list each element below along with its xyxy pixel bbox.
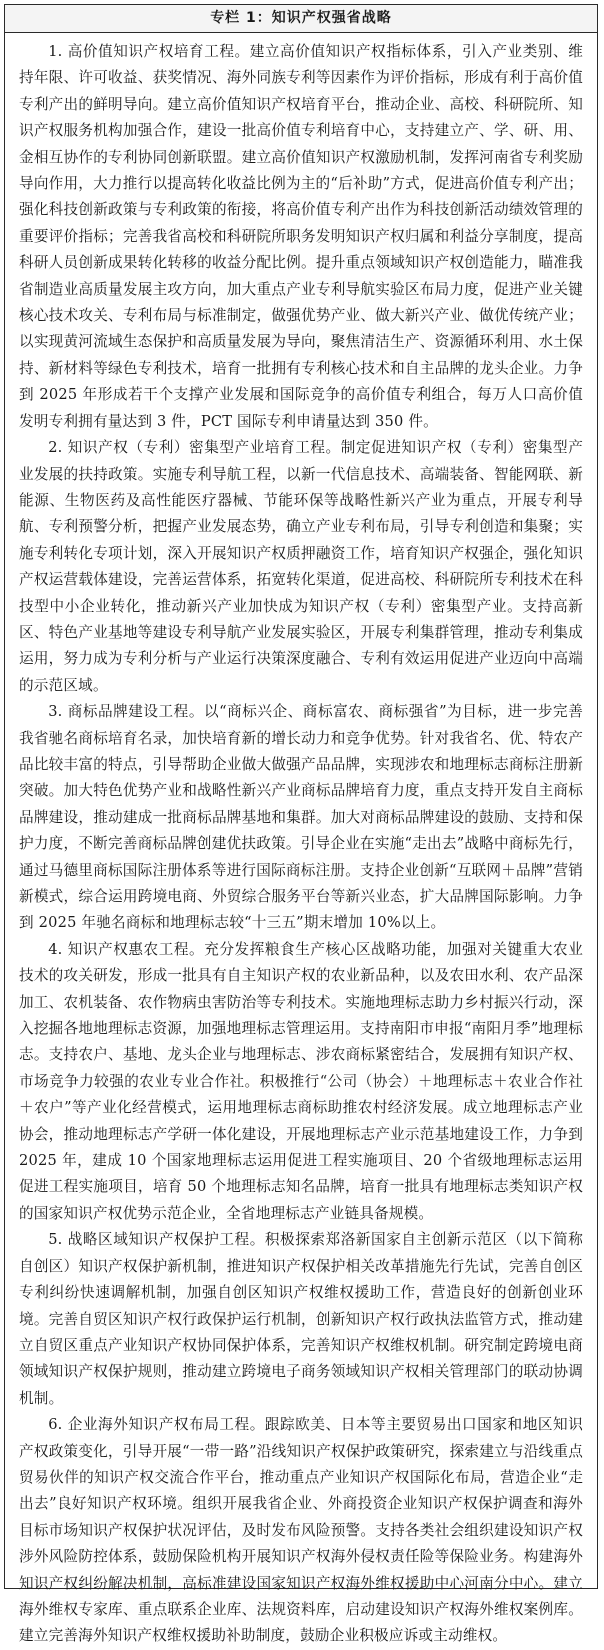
- column-content: [5, 33, 597, 1650]
- paragraph-6: 6. 企业海外知识产权布局工程。跟踪欧美、日本等主要贸易出口国家和地区知识产权政策变化，引导开展“一带一路”沿线知识产权保护政策研究，探索建立与沿线重点贸易伙伴的知识产权交流合作平台，推动重点产业知识产权国际化布局，营造企业“走出去”良好知识产权环境。组织开展我省企业、外商投资企业知识产权保护调查和海外目标市场知识产权保护状况评估，及时发布风险预警。支持各类社会组织建设知识产权涉外风险防控体系，鼓励保险机构开展知识产权海外侵权责任险等保险业务。构建海外知识产权纠纷解决机制，高标准建设国家知识产权海外维权援助中心河南分中心。建立海外维权专家库、重点联系企业库、法规资料库，启动建设知识产权海外维权案例库。建立完善海外知识产权维权援助补助制度，鼓励企业积极应诉或主动维权。: [19, 1416, 583, 1645]
- paragraph-1: 1. 高价值知识产权培育工程。建立高价值知识产权指标体系，引入产业类别、维持年限、许可收益、获奖情况、海外同族专利等因素作为评价指标，形成有利于高价值专利产出的鲜明导向。建立高价值知识产权培育平台，推动企业、高校、科研院所、知识产权服务机构加强合作，建设一批高价值专利培育中心，支持建立产、学、研、用、金相互协作的专利协同创新联盟。建立高价值知识产权激励机制，发挥河南省专利奖励导向作用，大力推行以提高转化收益比例为主的“后补助”方式，促进高价值专利产出；强化科技创新政策与专利政策的衔接，将高价值专利产出作为科技创新活动绩效管理的重要评价指标；完善我省高校和科研院所职务发明知识产权归属和利益分享制度，提高科研人员创新成果转化转移的收益分配比例。提升重点领域知识产权创造能力，瞄准我省制造业高质量发展主攻方向，加大重点产业专利导航实验区布局力度，促进产业关键核心技术攻关、专利布局与标准制定，做强优势产业、做大新兴产业、做优传统产业；以实现黄河流域生态保护和高质量发展为导向，聚焦清洁生产、资源循环利用、水土保持、新材料等绿色专利技术，培育一批拥有专利核心技术和自主品牌的龙头企业。力争到 2025 年形成若干个支撑产业发展和国际竞争的高价值专利组合，每万人口高价值发明专利拥有量达到 3 件，PCT 国际专利申请量达到 350 件。: [19, 43, 583, 430]
- paragraph-5: 5. 战略区域知识产权保护工程。积极探索郑洛新国家自主创新示范区（以下简称自创区）知识产权保护新机制，推进知识产权保护相关改革措施先行先试，完善自创区专利纠纷快速调解机制，加强自创区知识产权维权援助工作，营造良好的创新创业环境。完善自贸区知识产权行政保护运行机制，创新知识产权行政执法监管方式，推动建立自贸区重点产业知识产权协同保护体系，完善知识产权维权机制。研究制定跨境电商领域知识产权保护规则，推动建立跨境电子商务领域知识产权相关管理部门的联动协调机制。: [19, 1231, 583, 1407]
- paragraph-3: 3. 商标品牌建设工程。以“商标兴企、商标富农、商标强省”为目标，进一步完善我省驰名商标培育名录，加快培育新的增长动力和竞争优势。针对我省名、优、特农产品比较丰富的特点，引导帮助企业做大做强产品品牌，实现涉农和地理标志商标注册新突破。加大特色优势产业和战略性新兴产业商标品牌培育力度，重点支持开发自主商标品牌建设，推动建成一批商标品牌基地和集群。加大对商标品牌建设的鼓励、支持和保护力度，不断完善商标品牌创建优扶政策。引导企业在实施“走出去”战略中商标先行，通过马德里商标国际注册体系等进行国际商标注册。支持企业创新“互联网＋品牌”营销新模式，综合运用跨境电商、外贸综合服务平台等新兴业态，扩大品牌国际影响。力争到 2025 年驰名商标和地理标志较“十三五”期末增加 10%以上。: [19, 703, 583, 932]
- paragraph-4: 4. 知识产权惠农工程。充分发挥粮食生产核心区战略功能，加强对关键重大农业技术的攻关研发，形成一批具有自主知识产权的农业新品种，以及农田水利、农产品深加工、农机装备、农作物病虫害防治等专利技术。实施地理标志助力乡村振兴行动，深入挖掘各地地理标志资源，加强地理标志管理运用。支持南阳市申报“南阳月季”地理标志。支持农户、基地、龙头企业与地理标志、涉农商标紧密结合，发展拥有知识产权、市场竞争力较强的农业专业合作社。积极推行“公司（协会）＋地理标志＋农业合作社＋农户”等产业化经营模式，运用地理标志商标助推农村经济发展。成立地理标志产业协会，推动地理标志产学研一体化建设，开展地理标志产业示范基地建设工作，力争到 2025 年，建成 10 个国家地理标志运用促进工程实施项目、20 个省级地理标志运用促进工程实施项目，培育 50 个地理标志知名品牌，培育一批具有地理标志类知识产权的国家知识产权优势示范企业，全省地理标志产业链具备规模。: [19, 940, 583, 1222]
- paragraph-2: 2. 知识产权（专利）密集型产业培育工程。制定促进知识产权（专利）密集型产业发展的扶持政策。实施专利导航工程，以新一代信息技术、高端装备、智能网联、新能源、生物医药及高性能医疗器械、节能环保等战略性新兴产业为重点，开展专利导航、专利预警分析，把握产业发展态势，确立产业专利布局，引导专利创造和集聚；实施专利转化专项计划，深入开展知识产权质押融资工作，培育知识产权强企，强化知识产权运营载体建设，完善运营体系，拓宽转化渠道，促进高校、科研院所专利技术在科技型中小企业转化，推动新兴产业加快成为知识产权（专利）密集型产业。支持高新区、特色产业基地等建设专利导航产业发展实验区，开展专利集群管理，推动专利集成运用，努力成为专利分析与产业运行决策深度融合、专利有效运用促进产业迈向中高端的示范区域。: [19, 439, 583, 694]
- column-title: 专栏 1：知识产权强省战略: [5, 5, 597, 33]
- column-box: [4, 4, 598, 1645]
